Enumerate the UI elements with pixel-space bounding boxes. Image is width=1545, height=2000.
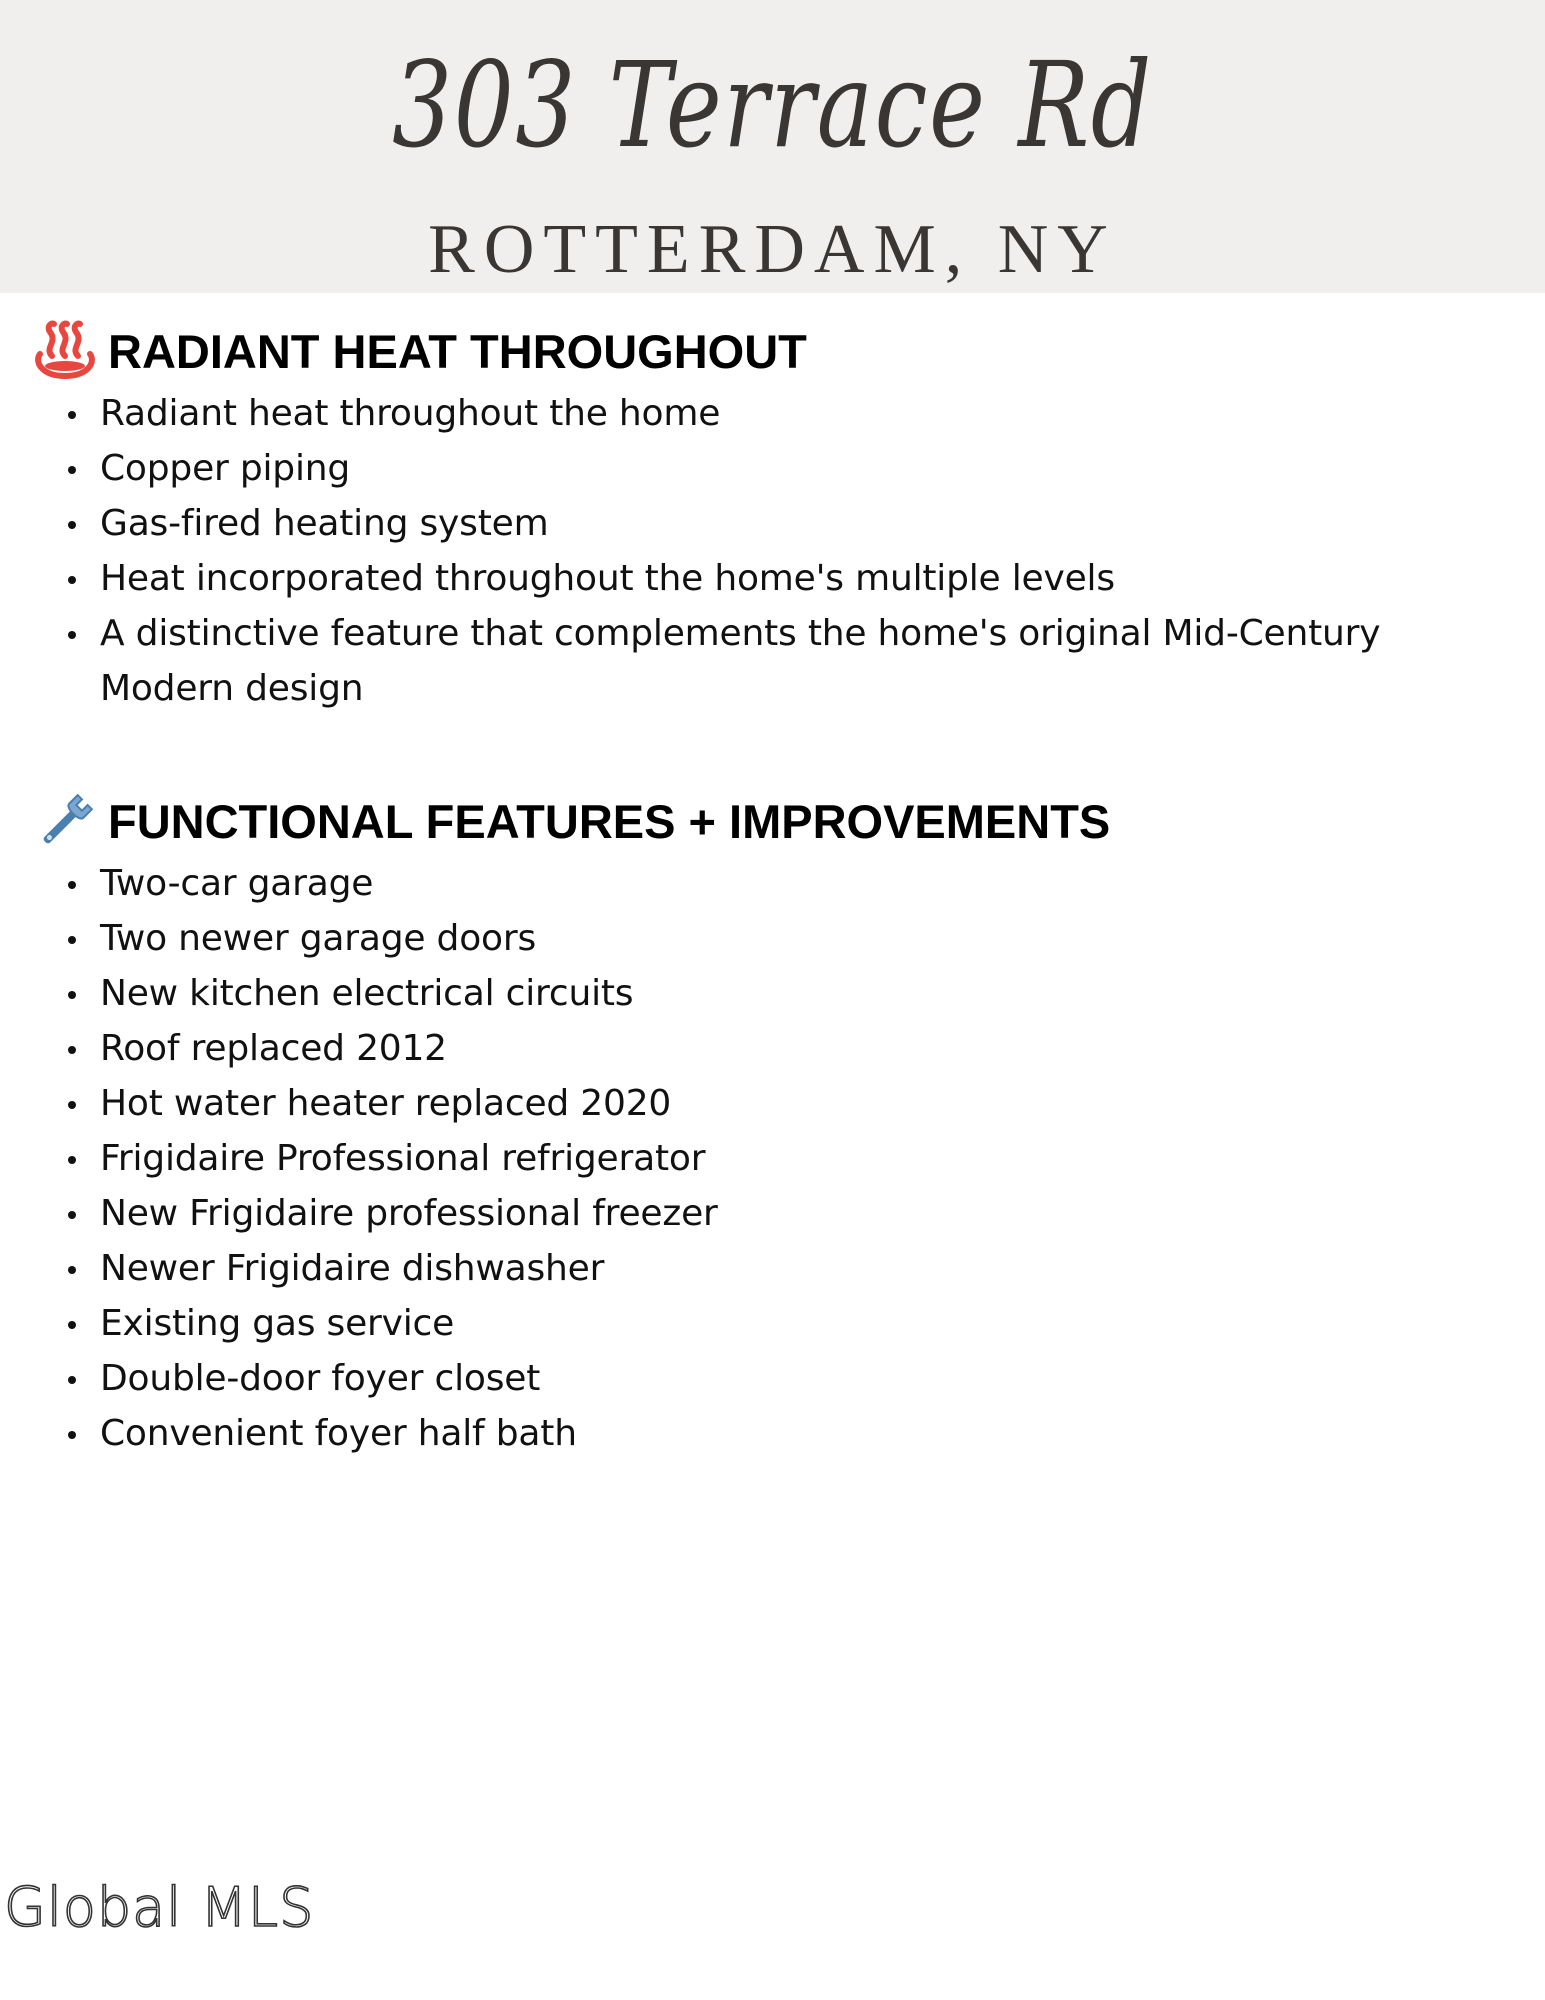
list-item: Two-car garage xyxy=(100,856,1512,911)
list-item: Hot water heater replaced 2020 xyxy=(100,1076,1512,1131)
section-radiant-heat xyxy=(32,320,1512,716)
list-item: A distinctive feature that complements the home's original Mid-Century Modern design xyxy=(100,606,1420,716)
list-item: Copper piping xyxy=(100,441,1512,496)
feature-list xyxy=(32,386,1512,716)
list-item: Roof replaced 2012 xyxy=(100,1021,1512,1076)
list-item: Newer Frigidaire dishwasher xyxy=(100,1241,1512,1296)
list-item: New kitchen electrical circuits xyxy=(100,966,1512,1021)
list-item: Double-door foyer closet xyxy=(100,1351,1512,1406)
section-title: FUNCTIONAL FEATURES + IMPROVEMENTS xyxy=(108,795,1111,848)
section-functional-features xyxy=(32,790,1512,1461)
list-item: Existing gas service xyxy=(100,1296,1512,1351)
hot-springs-icon xyxy=(32,320,102,384)
list-item: New Frigidaire professional freezer xyxy=(100,1186,1512,1241)
section-heading xyxy=(32,320,1512,384)
list-item: Gas-fired heating system xyxy=(100,496,1512,551)
section-title: RADIANT HEAT THROUGHOUT xyxy=(108,325,807,378)
list-item: Convenient foyer half bath xyxy=(100,1406,1512,1461)
list-item: Radiant heat throughout the home xyxy=(100,386,1512,441)
header-banner xyxy=(0,0,1545,293)
street-address: 303 Terrace Rd xyxy=(392,36,1153,174)
global-mls-watermark: Global MLS xyxy=(4,1876,315,1939)
list-item: Two newer garage doors xyxy=(100,911,1512,966)
wrench-icon xyxy=(32,790,102,854)
list-item: Heat incorporated throughout the home's multiple levels xyxy=(100,551,1512,606)
list-item: Frigidaire Professional refrigerator xyxy=(100,1131,1512,1186)
city-state: ROTTERDAM, NY xyxy=(428,211,1117,288)
feature-list xyxy=(32,856,1512,1461)
section-heading xyxy=(32,790,1512,854)
